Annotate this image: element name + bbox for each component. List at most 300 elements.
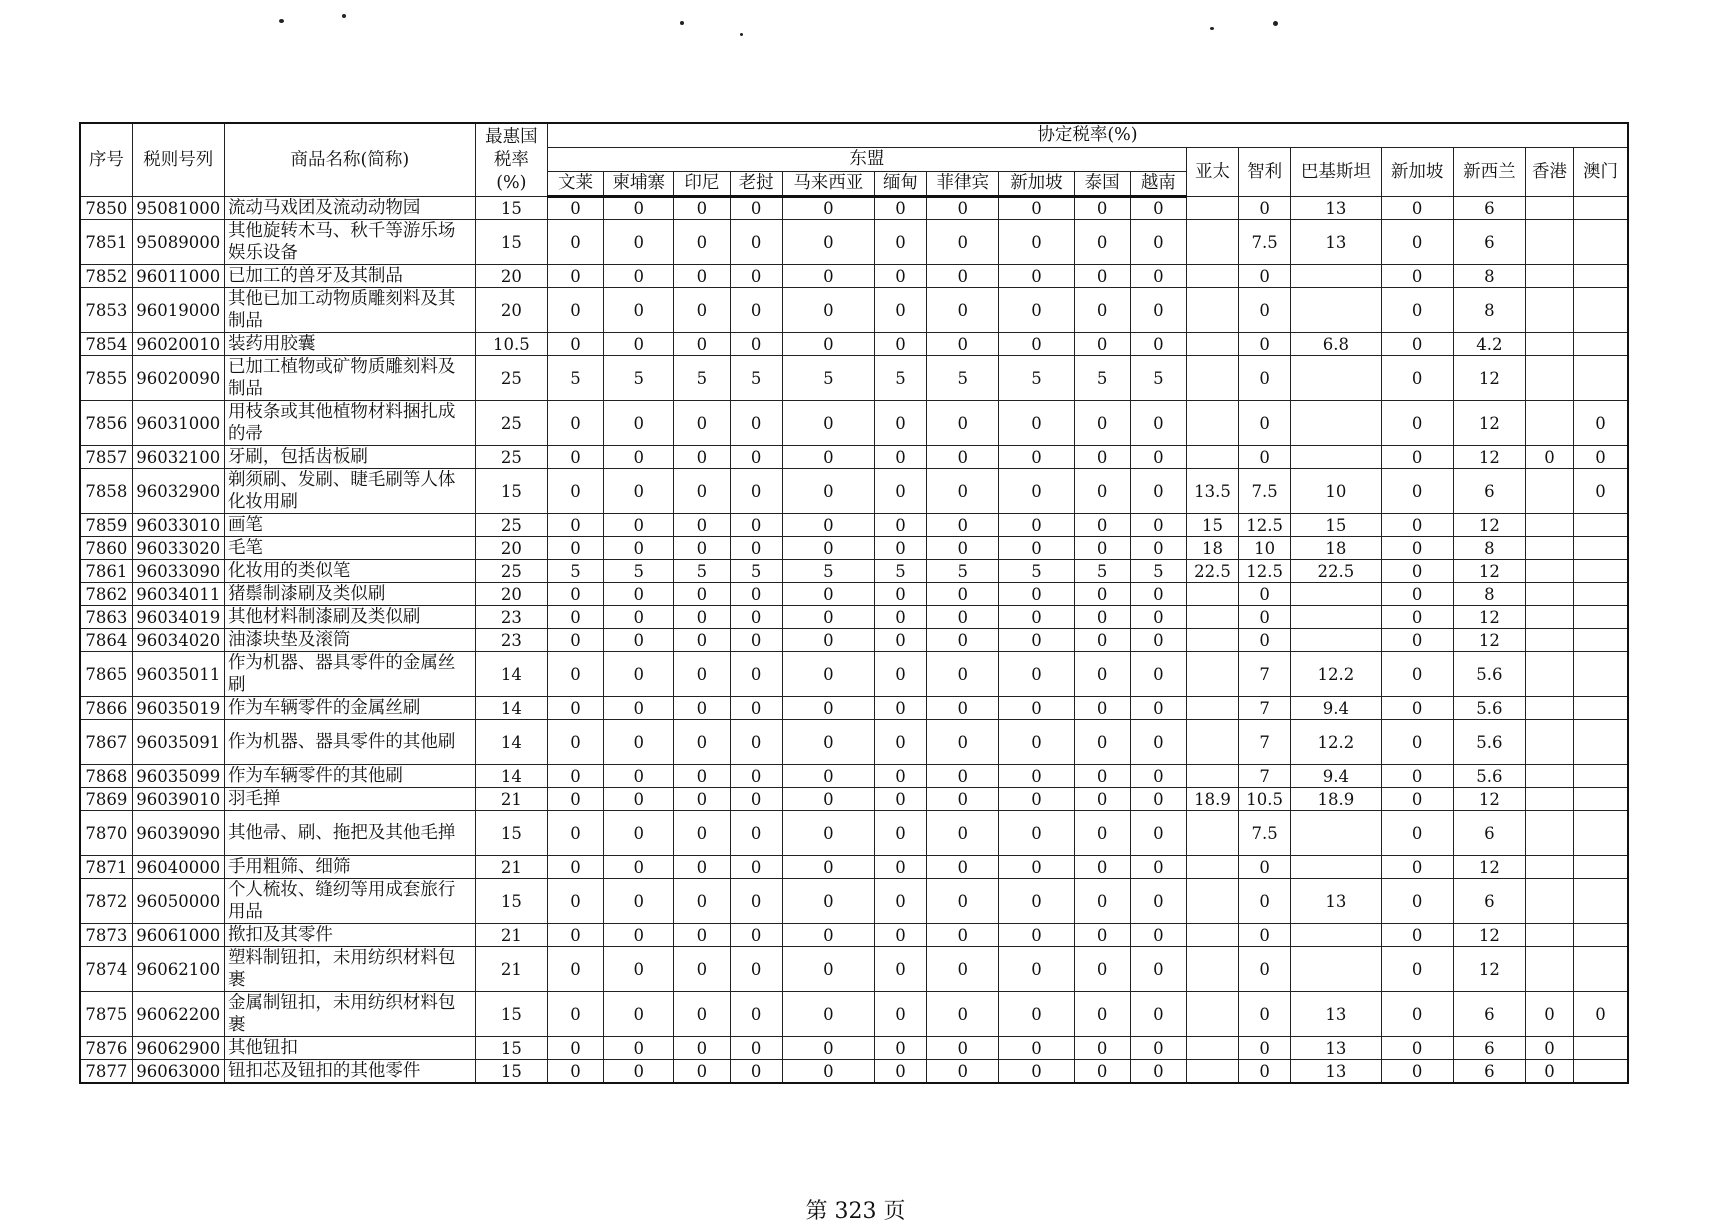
cell-hk-rate bbox=[1525, 514, 1573, 537]
cell-seq: 7857 bbox=[80, 446, 132, 469]
cell-mfn-rate: 15 bbox=[475, 811, 547, 856]
cell-product-name: 猪鬃制漆刷及类似刷 bbox=[224, 583, 475, 606]
cell-asean-rate: 0 bbox=[1074, 446, 1130, 469]
cell-asean-rate: 5 bbox=[999, 560, 1074, 583]
cell-tariff-code: 96035091 bbox=[132, 720, 224, 765]
cell-asean-rate: 0 bbox=[999, 1060, 1074, 1084]
cell-singapore-rate: 0 bbox=[1381, 1037, 1453, 1060]
cell-asean-rate: 0 bbox=[674, 220, 730, 265]
cell-seq: 7865 bbox=[80, 652, 132, 697]
table-row bbox=[80, 288, 1628, 333]
cell-asean-rate: 0 bbox=[1074, 514, 1130, 537]
cell-singapore-rate: 0 bbox=[1381, 401, 1453, 446]
cell-asean-rate: 0 bbox=[999, 1037, 1074, 1060]
cell-asean-rate: 5 bbox=[782, 560, 874, 583]
cell-chile-rate: 0 bbox=[1239, 924, 1291, 947]
cell-singapore-rate: 0 bbox=[1381, 356, 1453, 401]
cell-tariff-code: 96034020 bbox=[132, 629, 224, 652]
table-row bbox=[80, 879, 1628, 924]
cell-pakistan-rate: 15 bbox=[1291, 514, 1381, 537]
cell-asean-rate: 0 bbox=[730, 288, 782, 333]
cell-mfn-rate: 14 bbox=[475, 652, 547, 697]
cell-asean-rate: 0 bbox=[674, 514, 730, 537]
cell-macau-rate bbox=[1574, 924, 1628, 947]
cell-asean-rate: 0 bbox=[604, 469, 674, 514]
cell-apta-rate bbox=[1186, 583, 1238, 606]
cell-asean-rate: 5 bbox=[674, 356, 730, 401]
cell-singapore-rate: 0 bbox=[1381, 765, 1453, 788]
cell-pakistan-rate: 9.4 bbox=[1291, 697, 1381, 720]
cell-asean-rate: 0 bbox=[674, 333, 730, 356]
cell-apta-rate: 18 bbox=[1186, 537, 1238, 560]
cell-asean-rate: 0 bbox=[674, 537, 730, 560]
cell-asean-rate: 0 bbox=[674, 924, 730, 947]
cell-hk-rate: 0 bbox=[1525, 1060, 1573, 1084]
cell-asean-rate: 5 bbox=[547, 560, 603, 583]
cell-nz-rate: 8 bbox=[1453, 583, 1525, 606]
cell-asean-rate: 0 bbox=[604, 765, 674, 788]
tariff-table bbox=[79, 122, 1629, 1084]
cell-pakistan-rate bbox=[1291, 265, 1381, 288]
cell-asean-rate: 0 bbox=[874, 697, 926, 720]
header-chile: 智利 bbox=[1239, 148, 1291, 197]
cell-apta-rate bbox=[1186, 992, 1238, 1037]
cell-macau-rate bbox=[1574, 720, 1628, 765]
cell-product-name: 牙刷，包括齿板刷 bbox=[224, 446, 475, 469]
cell-asean-rate: 0 bbox=[927, 220, 999, 265]
cell-asean-rate: 0 bbox=[547, 720, 603, 765]
cell-chile-rate: 12.5 bbox=[1239, 560, 1291, 583]
cell-asean-rate: 0 bbox=[999, 947, 1074, 992]
table-row bbox=[80, 265, 1628, 288]
cell-apta-rate: 15 bbox=[1186, 514, 1238, 537]
cell-mfn-rate: 21 bbox=[475, 947, 547, 992]
cell-asean-rate: 0 bbox=[927, 197, 999, 220]
cell-asean-rate: 0 bbox=[1074, 992, 1130, 1037]
cell-hk-rate bbox=[1525, 924, 1573, 947]
cell-asean-rate: 0 bbox=[1074, 469, 1130, 514]
cell-asean-rate: 0 bbox=[604, 992, 674, 1037]
cell-asean-rate: 0 bbox=[730, 947, 782, 992]
header-mfn-line: (%) bbox=[496, 172, 527, 193]
cell-asean-rate: 0 bbox=[1130, 879, 1186, 924]
cell-asean-rate: 0 bbox=[874, 765, 926, 788]
cell-chile-rate: 7.5 bbox=[1239, 220, 1291, 265]
cell-mfn-rate: 14 bbox=[475, 697, 547, 720]
cell-seq: 7877 bbox=[80, 1060, 132, 1084]
table-row bbox=[80, 446, 1628, 469]
cell-asean-rate: 0 bbox=[927, 720, 999, 765]
cell-singapore-rate: 0 bbox=[1381, 606, 1453, 629]
cell-macau-rate bbox=[1574, 514, 1628, 537]
cell-asean-rate: 0 bbox=[1130, 265, 1186, 288]
cell-macau-rate bbox=[1574, 1060, 1628, 1084]
cell-asean-rate: 0 bbox=[1074, 629, 1130, 652]
cell-pakistan-rate: 22.5 bbox=[1291, 560, 1381, 583]
header-asean-member: 缅甸 bbox=[874, 172, 926, 197]
cell-chile-rate: 10 bbox=[1239, 537, 1291, 560]
cell-product-name: 用枝条或其他植物材料捆扎成的帚 bbox=[224, 401, 475, 446]
cell-chile-rate: 0 bbox=[1239, 333, 1291, 356]
header-mfn bbox=[475, 123, 547, 197]
cell-singapore-rate: 0 bbox=[1381, 469, 1453, 514]
cell-apta-rate bbox=[1186, 856, 1238, 879]
cell-tariff-code: 96039010 bbox=[132, 788, 224, 811]
cell-asean-rate: 0 bbox=[674, 583, 730, 606]
header-asean-member: 新加坡 bbox=[999, 172, 1074, 197]
cell-asean-rate: 0 bbox=[999, 697, 1074, 720]
cell-asean-rate: 0 bbox=[927, 788, 999, 811]
cell-asean-rate: 0 bbox=[674, 1037, 730, 1060]
cell-seq: 7875 bbox=[80, 992, 132, 1037]
cell-singapore-rate: 0 bbox=[1381, 788, 1453, 811]
cell-singapore-rate: 0 bbox=[1381, 992, 1453, 1037]
cell-product-name: 塑料制钮扣，未用纺织材料包裹 bbox=[224, 947, 475, 992]
header-code: 税则号列 bbox=[132, 123, 224, 197]
cell-tariff-code: 96062900 bbox=[132, 1037, 224, 1060]
cell-asean-rate: 0 bbox=[1074, 583, 1130, 606]
cell-asean-rate: 0 bbox=[604, 1037, 674, 1060]
cell-asean-rate: 0 bbox=[1074, 288, 1130, 333]
cell-asean-rate: 0 bbox=[547, 469, 603, 514]
cell-asean-rate: 0 bbox=[547, 765, 603, 788]
cell-hk-rate bbox=[1525, 537, 1573, 560]
cell-asean-rate: 0 bbox=[730, 583, 782, 606]
cell-asean-rate: 0 bbox=[674, 1060, 730, 1084]
cell-mfn-rate: 25 bbox=[475, 401, 547, 446]
cell-asean-rate: 0 bbox=[1130, 1037, 1186, 1060]
cell-nz-rate: 12 bbox=[1453, 947, 1525, 992]
cell-asean-rate: 0 bbox=[730, 992, 782, 1037]
cell-asean-rate: 0 bbox=[782, 197, 874, 220]
cell-hk-rate bbox=[1525, 265, 1573, 288]
cell-product-name: 手用粗筛、细筛 bbox=[224, 856, 475, 879]
cell-asean-rate: 0 bbox=[927, 765, 999, 788]
cell-tariff-code: 96035011 bbox=[132, 652, 224, 697]
cell-asean-rate: 0 bbox=[730, 856, 782, 879]
cell-seq: 7873 bbox=[80, 924, 132, 947]
cell-apta-rate bbox=[1186, 811, 1238, 856]
cell-asean-rate: 0 bbox=[674, 947, 730, 992]
cell-asean-rate: 0 bbox=[1074, 879, 1130, 924]
cell-product-name: 个人梳妆、缝纫等用成套旅行用品 bbox=[224, 879, 475, 924]
cell-tariff-code: 96034011 bbox=[132, 583, 224, 606]
cell-asean-rate: 0 bbox=[1130, 197, 1186, 220]
cell-asean-rate: 0 bbox=[1130, 469, 1186, 514]
cell-asean-rate: 0 bbox=[1130, 924, 1186, 947]
cell-nz-rate: 8 bbox=[1453, 537, 1525, 560]
cell-asean-rate: 0 bbox=[927, 1037, 999, 1060]
cell-mfn-rate: 23 bbox=[475, 606, 547, 629]
cell-asean-rate: 5 bbox=[1074, 560, 1130, 583]
cell-chile-rate: 0 bbox=[1239, 197, 1291, 220]
cell-nz-rate: 5.6 bbox=[1453, 720, 1525, 765]
cell-seq: 7874 bbox=[80, 947, 132, 992]
cell-seq: 7870 bbox=[80, 811, 132, 856]
cell-macau-rate: 0 bbox=[1574, 446, 1628, 469]
scan-speck bbox=[740, 33, 743, 36]
cell-hk-rate bbox=[1525, 788, 1573, 811]
cell-asean-rate: 0 bbox=[874, 924, 926, 947]
cell-asean-rate: 0 bbox=[782, 446, 874, 469]
cell-singapore-rate: 0 bbox=[1381, 265, 1453, 288]
cell-seq: 7871 bbox=[80, 856, 132, 879]
header-singapore: 新加坡 bbox=[1381, 148, 1453, 197]
cell-product-name: 金属制钮扣，未用纺织材料包裹 bbox=[224, 992, 475, 1037]
cell-asean-rate: 0 bbox=[730, 879, 782, 924]
cell-hk-rate: 0 bbox=[1525, 446, 1573, 469]
cell-apta-rate bbox=[1186, 356, 1238, 401]
cell-asean-rate: 0 bbox=[1130, 629, 1186, 652]
cell-apta-rate bbox=[1186, 333, 1238, 356]
cell-singapore-rate: 0 bbox=[1381, 514, 1453, 537]
cell-asean-rate: 0 bbox=[874, 652, 926, 697]
cell-asean-rate: 0 bbox=[547, 197, 603, 220]
cell-asean-rate: 0 bbox=[874, 469, 926, 514]
cell-asean-rate: 0 bbox=[604, 197, 674, 220]
cell-asean-rate: 0 bbox=[1130, 788, 1186, 811]
cell-asean-rate: 0 bbox=[999, 446, 1074, 469]
cell-asean-rate: 0 bbox=[927, 947, 999, 992]
cell-singapore-rate: 0 bbox=[1381, 697, 1453, 720]
cell-asean-rate: 0 bbox=[874, 446, 926, 469]
cell-mfn-rate: 21 bbox=[475, 788, 547, 811]
scan-speck bbox=[1273, 21, 1278, 26]
cell-macau-rate: 0 bbox=[1574, 401, 1628, 446]
table-row bbox=[80, 765, 1628, 788]
cell-asean-rate: 0 bbox=[604, 629, 674, 652]
cell-product-name: 作为机器、器具零件的其他刷 bbox=[224, 720, 475, 765]
scan-speck bbox=[680, 21, 684, 25]
cell-seq: 7872 bbox=[80, 879, 132, 924]
table-row bbox=[80, 811, 1628, 856]
cell-chile-rate: 12.5 bbox=[1239, 514, 1291, 537]
cell-nz-rate: 12 bbox=[1453, 856, 1525, 879]
cell-mfn-rate: 25 bbox=[475, 356, 547, 401]
cell-asean-rate: 0 bbox=[604, 401, 674, 446]
cell-asean-rate: 0 bbox=[730, 537, 782, 560]
cell-apta-rate bbox=[1186, 879, 1238, 924]
cell-asean-rate: 0 bbox=[874, 879, 926, 924]
cell-asean-rate: 0 bbox=[782, 788, 874, 811]
cell-asean-rate: 0 bbox=[547, 629, 603, 652]
cell-asean-rate: 0 bbox=[604, 446, 674, 469]
cell-asean-rate: 0 bbox=[999, 652, 1074, 697]
cell-asean-rate: 0 bbox=[1130, 947, 1186, 992]
cell-nz-rate: 12 bbox=[1453, 924, 1525, 947]
cell-pakistan-rate: 10 bbox=[1291, 469, 1381, 514]
cell-product-name: 其他旋转木马、秋千等游乐场娱乐设备 bbox=[224, 220, 475, 265]
cell-singapore-rate: 0 bbox=[1381, 333, 1453, 356]
cell-asean-rate: 0 bbox=[730, 1060, 782, 1084]
cell-product-name: 已加工植物或矿物质雕刻料及制品 bbox=[224, 356, 475, 401]
cell-chile-rate: 0 bbox=[1239, 401, 1291, 446]
cell-asean-rate: 0 bbox=[1074, 1060, 1130, 1084]
cell-product-name: 其他已加工动物质雕刻料及其制品 bbox=[224, 288, 475, 333]
cell-asean-rate: 0 bbox=[674, 197, 730, 220]
cell-tariff-code: 96035019 bbox=[132, 697, 224, 720]
cell-hk-rate bbox=[1525, 947, 1573, 992]
cell-macau-rate bbox=[1574, 560, 1628, 583]
cell-macau-rate bbox=[1574, 288, 1628, 333]
cell-chile-rate: 7.5 bbox=[1239, 811, 1291, 856]
cell-product-name: 其他帚、刷、拖把及其他毛掸 bbox=[224, 811, 475, 856]
cell-product-name: 作为车辆零件的金属丝刷 bbox=[224, 697, 475, 720]
cell-asean-rate: 0 bbox=[604, 856, 674, 879]
cell-asean-rate: 0 bbox=[674, 720, 730, 765]
cell-apta-rate bbox=[1186, 220, 1238, 265]
cell-asean-rate: 0 bbox=[730, 720, 782, 765]
header-apta: 亚太 bbox=[1186, 148, 1238, 197]
cell-asean-rate: 0 bbox=[547, 288, 603, 333]
cell-asean-rate: 0 bbox=[874, 1060, 926, 1084]
cell-asean-rate: 0 bbox=[674, 265, 730, 288]
cell-nz-rate: 12 bbox=[1453, 356, 1525, 401]
cell-asean-rate: 0 bbox=[674, 811, 730, 856]
cell-pakistan-rate bbox=[1291, 856, 1381, 879]
cell-singapore-rate: 0 bbox=[1381, 924, 1453, 947]
cell-chile-rate: 0 bbox=[1239, 947, 1291, 992]
cell-singapore-rate: 0 bbox=[1381, 720, 1453, 765]
cell-singapore-rate: 0 bbox=[1381, 220, 1453, 265]
cell-pakistan-rate: 18 bbox=[1291, 537, 1381, 560]
cell-mfn-rate: 20 bbox=[475, 537, 547, 560]
header-asean-member: 老挝 bbox=[730, 172, 782, 197]
cell-asean-rate: 5 bbox=[674, 560, 730, 583]
cell-nz-rate: 6 bbox=[1453, 1037, 1525, 1060]
cell-mfn-rate: 14 bbox=[475, 765, 547, 788]
cell-nz-rate: 6 bbox=[1453, 220, 1525, 265]
cell-asean-rate: 0 bbox=[927, 924, 999, 947]
cell-asean-rate: 0 bbox=[782, 992, 874, 1037]
table-row bbox=[80, 1037, 1628, 1060]
cell-asean-rate: 0 bbox=[1130, 606, 1186, 629]
cell-hk-rate bbox=[1525, 288, 1573, 333]
cell-asean-rate: 0 bbox=[730, 652, 782, 697]
cell-nz-rate: 4.2 bbox=[1453, 333, 1525, 356]
cell-pakistan-rate: 13 bbox=[1291, 879, 1381, 924]
cell-nz-rate: 8 bbox=[1453, 265, 1525, 288]
cell-hk-rate bbox=[1525, 879, 1573, 924]
cell-asean-rate: 5 bbox=[1074, 356, 1130, 401]
cell-nz-rate: 6 bbox=[1453, 197, 1525, 220]
cell-nz-rate: 6 bbox=[1453, 469, 1525, 514]
cell-asean-rate: 0 bbox=[782, 288, 874, 333]
cell-asean-rate: 0 bbox=[547, 811, 603, 856]
cell-asean-rate: 0 bbox=[999, 514, 1074, 537]
cell-asean-rate: 0 bbox=[1130, 856, 1186, 879]
table-row bbox=[80, 197, 1628, 220]
cell-pakistan-rate: 18.9 bbox=[1291, 788, 1381, 811]
cell-asean-rate: 0 bbox=[874, 720, 926, 765]
cell-asean-rate: 5 bbox=[874, 356, 926, 401]
cell-macau-rate bbox=[1574, 947, 1628, 992]
cell-asean-rate: 0 bbox=[999, 879, 1074, 924]
cell-tariff-code: 96032900 bbox=[132, 469, 224, 514]
cell-asean-rate: 0 bbox=[927, 446, 999, 469]
tariff-table-container bbox=[79, 122, 1629, 1084]
cell-chile-rate: 0 bbox=[1239, 356, 1291, 401]
cell-chile-rate: 10.5 bbox=[1239, 788, 1291, 811]
cell-hk-rate: 0 bbox=[1525, 992, 1573, 1037]
cell-asean-rate: 0 bbox=[927, 583, 999, 606]
cell-chile-rate: 7 bbox=[1239, 697, 1291, 720]
cell-asean-rate: 0 bbox=[730, 446, 782, 469]
page-number: 第 323 页 bbox=[805, 1199, 906, 1224]
cell-asean-rate: 0 bbox=[547, 992, 603, 1037]
cell-product-name: 作为机器、器具零件的金属丝刷 bbox=[224, 652, 475, 697]
cell-asean-rate: 0 bbox=[1130, 992, 1186, 1037]
cell-mfn-rate: 21 bbox=[475, 924, 547, 947]
cell-asean-rate: 0 bbox=[782, 924, 874, 947]
cell-asean-rate: 0 bbox=[927, 879, 999, 924]
cell-asean-rate: 0 bbox=[730, 788, 782, 811]
cell-apta-rate bbox=[1186, 947, 1238, 992]
cell-mfn-rate: 10.5 bbox=[475, 333, 547, 356]
cell-asean-rate: 0 bbox=[782, 765, 874, 788]
cell-asean-rate: 0 bbox=[999, 788, 1074, 811]
cell-seq: 7859 bbox=[80, 514, 132, 537]
cell-asean-rate: 0 bbox=[547, 265, 603, 288]
cell-macau-rate bbox=[1574, 333, 1628, 356]
cell-hk-rate bbox=[1525, 720, 1573, 765]
cell-singapore-rate: 0 bbox=[1381, 652, 1453, 697]
cell-seq: 7866 bbox=[80, 697, 132, 720]
cell-hk-rate bbox=[1525, 765, 1573, 788]
cell-asean-rate: 0 bbox=[782, 1037, 874, 1060]
table-row bbox=[80, 720, 1628, 765]
cell-asean-rate: 0 bbox=[730, 197, 782, 220]
cell-hk-rate bbox=[1525, 697, 1573, 720]
cell-asean-rate: 0 bbox=[1074, 811, 1130, 856]
header-asean-member: 越南 bbox=[1130, 172, 1186, 197]
cell-asean-rate: 0 bbox=[547, 947, 603, 992]
cell-seq: 7856 bbox=[80, 401, 132, 446]
cell-nz-rate: 6 bbox=[1453, 879, 1525, 924]
cell-chile-rate: 0 bbox=[1239, 606, 1291, 629]
cell-hk-rate bbox=[1525, 220, 1573, 265]
cell-seq: 7851 bbox=[80, 220, 132, 265]
cell-singapore-rate: 0 bbox=[1381, 197, 1453, 220]
cell-asean-rate: 5 bbox=[730, 560, 782, 583]
cell-asean-rate: 0 bbox=[674, 606, 730, 629]
cell-pakistan-rate bbox=[1291, 629, 1381, 652]
header-hong-kong: 香港 bbox=[1525, 148, 1573, 197]
cell-macau-rate bbox=[1574, 629, 1628, 652]
cell-seq: 7854 bbox=[80, 333, 132, 356]
cell-pakistan-rate bbox=[1291, 356, 1381, 401]
cell-asean-rate: 0 bbox=[1130, 537, 1186, 560]
cell-asean-rate: 0 bbox=[1130, 720, 1186, 765]
cell-nz-rate: 12 bbox=[1453, 401, 1525, 446]
cell-singapore-rate: 0 bbox=[1381, 629, 1453, 652]
cell-chile-rate: 0 bbox=[1239, 265, 1291, 288]
cell-asean-rate: 0 bbox=[874, 220, 926, 265]
cell-asean-rate: 0 bbox=[547, 652, 603, 697]
cell-nz-rate: 12 bbox=[1453, 606, 1525, 629]
cell-asean-rate: 0 bbox=[674, 765, 730, 788]
cell-asean-rate: 0 bbox=[782, 697, 874, 720]
cell-tariff-code: 96040000 bbox=[132, 856, 224, 879]
cell-asean-rate: 0 bbox=[547, 220, 603, 265]
table-row bbox=[80, 856, 1628, 879]
cell-mfn-rate: 20 bbox=[475, 265, 547, 288]
cell-mfn-rate: 25 bbox=[475, 514, 547, 537]
cell-pakistan-rate bbox=[1291, 811, 1381, 856]
cell-asean-rate: 0 bbox=[999, 197, 1074, 220]
cell-asean-rate: 0 bbox=[927, 811, 999, 856]
cell-nz-rate: 12 bbox=[1453, 629, 1525, 652]
